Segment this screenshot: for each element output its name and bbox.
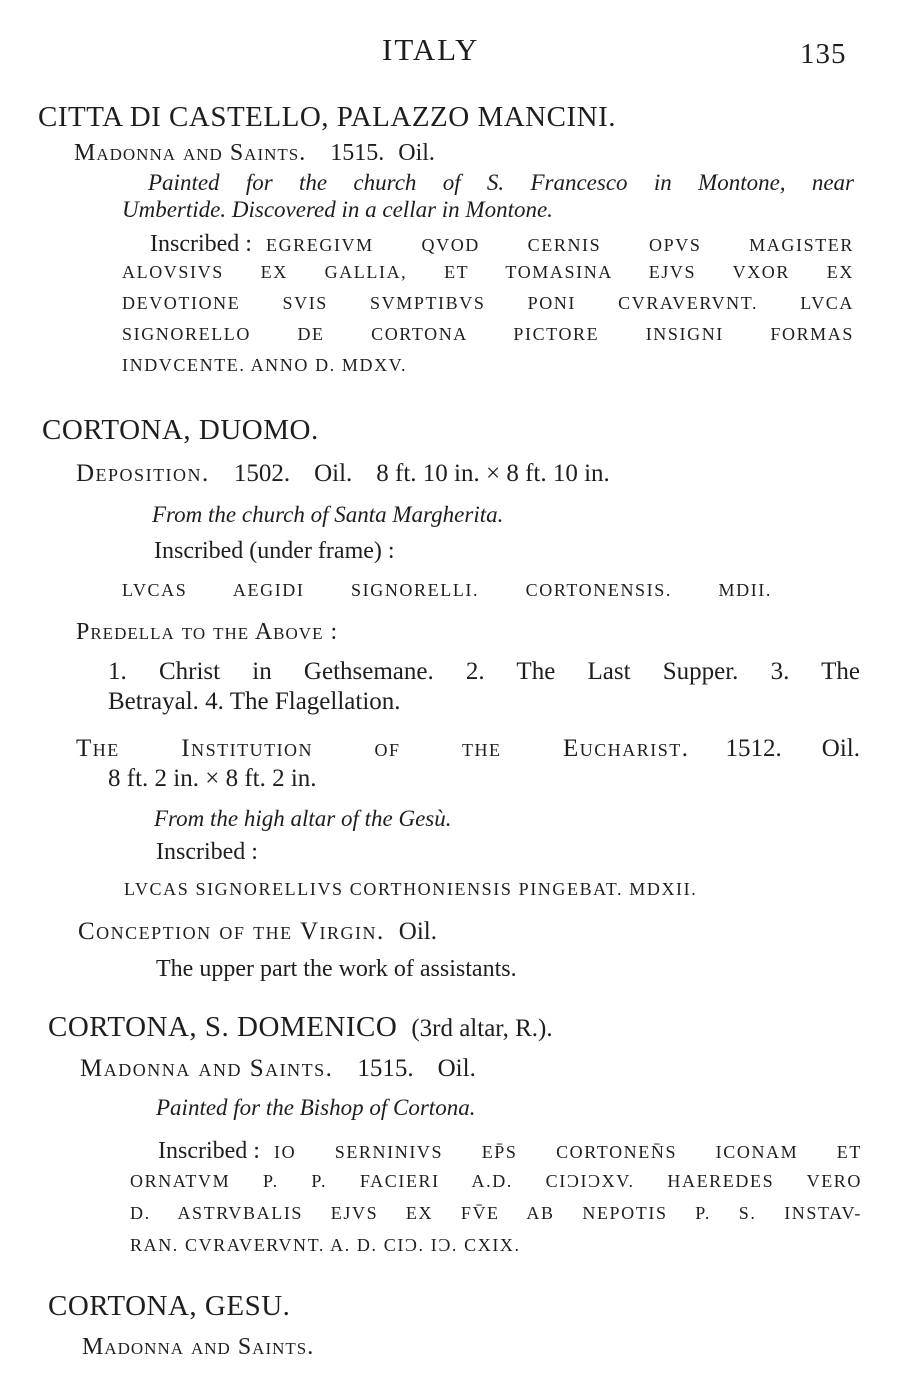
inscription-text — [122, 580, 772, 601]
work-medium: Oil. — [398, 140, 435, 166]
work-entry-line — [74, 140, 435, 167]
inscription-label: Inscribed : — [158, 1138, 260, 1164]
inscription-text: ORNATVM P. P. FACIERI A.D. CIƆIƆXV. HAEREDES VERO — [130, 1171, 862, 1191]
provenance-line: Painted for the church of S. Francesco in Montone, near — [148, 170, 854, 195]
inscription-block — [130, 1138, 862, 1256]
provenance-note: From the high altar of the Gesù. — [154, 806, 452, 831]
work-title: Conception of the Virgin. — [78, 918, 385, 945]
inscription-first-line — [122, 231, 854, 262]
work-year: 1502. — [233, 460, 291, 487]
provenance-line: Umbertide. Discovered in a cellar in Montone. — [122, 197, 553, 222]
inscription-text: RAN. CVRAVERVNT. A. D. CIƆ. IƆ. CXIX. — [130, 1235, 521, 1255]
provenance-note: Painted for the Bishop of Cortona. — [156, 1095, 476, 1120]
section-heading-cortona-duomo: CORTONA, DUOMO. — [42, 414, 319, 446]
inscription-block — [122, 231, 854, 376]
predella-list — [108, 658, 860, 716]
running-head-title: ITALY — [382, 32, 480, 67]
work-entry-line — [78, 918, 437, 946]
inscription-first-line — [130, 1138, 862, 1171]
work-medium: Oil. — [398, 918, 437, 945]
page-number: 135 — [800, 38, 847, 70]
inscription-label: Inscribed : — [150, 231, 252, 257]
inscription-text: SIGNORELLO DE CORTONA PICTORE INSIGNI FORMAS — [122, 324, 854, 344]
section-heading-citta-di-castello: CITTA DI CASTELLO, PALAZZO MANCINI. — [38, 101, 616, 133]
work-year: 1515. — [357, 1055, 414, 1082]
work-year: 1515. — [330, 140, 385, 166]
inscription-label: Inscribed : — [156, 839, 258, 865]
inscription-text: DEVOTIONE SVIS SVMPTIBVS PONI CVRAVERVNT. LVCA — [122, 293, 854, 313]
work-year: 1512. — [725, 735, 782, 762]
section-heading-cortona-gesu: CORTONA, GESU. — [48, 1290, 291, 1322]
inscription-text: INDVCENTE. ANNO D. MDXV. — [122, 355, 408, 375]
work-dimensions: 8 ft. 2 in. × 8 ft. 2 in. — [108, 765, 317, 792]
work-title: The Institution of the Eucharist. — [76, 735, 690, 762]
work-title: Deposition. — [76, 460, 210, 487]
section-heading-location-note: (3rd altar, R.). — [411, 1015, 553, 1042]
inscription-text: EGREGIVM QVOD CERNIS OPVS MAGISTER — [265, 235, 854, 255]
section-heading-cortona-s-domenico — [48, 1011, 553, 1044]
work-medium: Oil. — [821, 735, 860, 762]
work-entry-line — [76, 735, 860, 763]
section-heading-text: CORTONA, S. DOMENICO — [48, 1011, 398, 1043]
predella-line: 1. Christ in Gethsemane. 2. The Last Supper. 3. The — [108, 658, 860, 685]
inscription-line: LVCAS AEGIDI SIGNORELLI. CORTONENSIS. MDII. — [122, 580, 772, 600]
predella-line: Betrayal. 4. The Flagellation. — [108, 688, 401, 715]
provenance-note: From the church of Santa Margherita. — [152, 502, 504, 527]
provenance-note — [122, 170, 854, 223]
inscription-text: ALOVSIVS EX GALLIA, ET TOMASINA EJVS VXOR EX — [122, 262, 854, 282]
predella-heading: Predella to the Above : — [76, 619, 339, 645]
work-entry-line — [80, 1055, 476, 1083]
inscription-text: LVCAS SIGNORELLIVS CORTHONIENSIS PINGEBAT. MDXII. — [124, 879, 698, 899]
work-title: Madonna and Saints. — [74, 140, 307, 166]
inscription-text: IO SERNINIVS EP̄S CORTONEN̄S ICONAM ET — [273, 1142, 862, 1162]
work-dimensions: 8 ft. 10 in. × 8 ft. 10 in. — [376, 460, 610, 487]
work-medium: Oil. — [437, 1055, 476, 1082]
inscription-text: D. ASTRVBALIS EJVS EX FV̄E AB NEPOTIS P. S. INSTAV- — [130, 1203, 862, 1223]
inscription-label: Inscribed (under frame) : — [154, 538, 395, 564]
attribution-note: The upper part the work of assistants. — [156, 956, 517, 982]
work-title: Madonna and Saints. — [80, 1055, 334, 1082]
work-title: Madonna and Saints. — [82, 1334, 315, 1360]
work-medium: Oil. — [314, 460, 353, 487]
work-entry-line — [76, 460, 610, 488]
